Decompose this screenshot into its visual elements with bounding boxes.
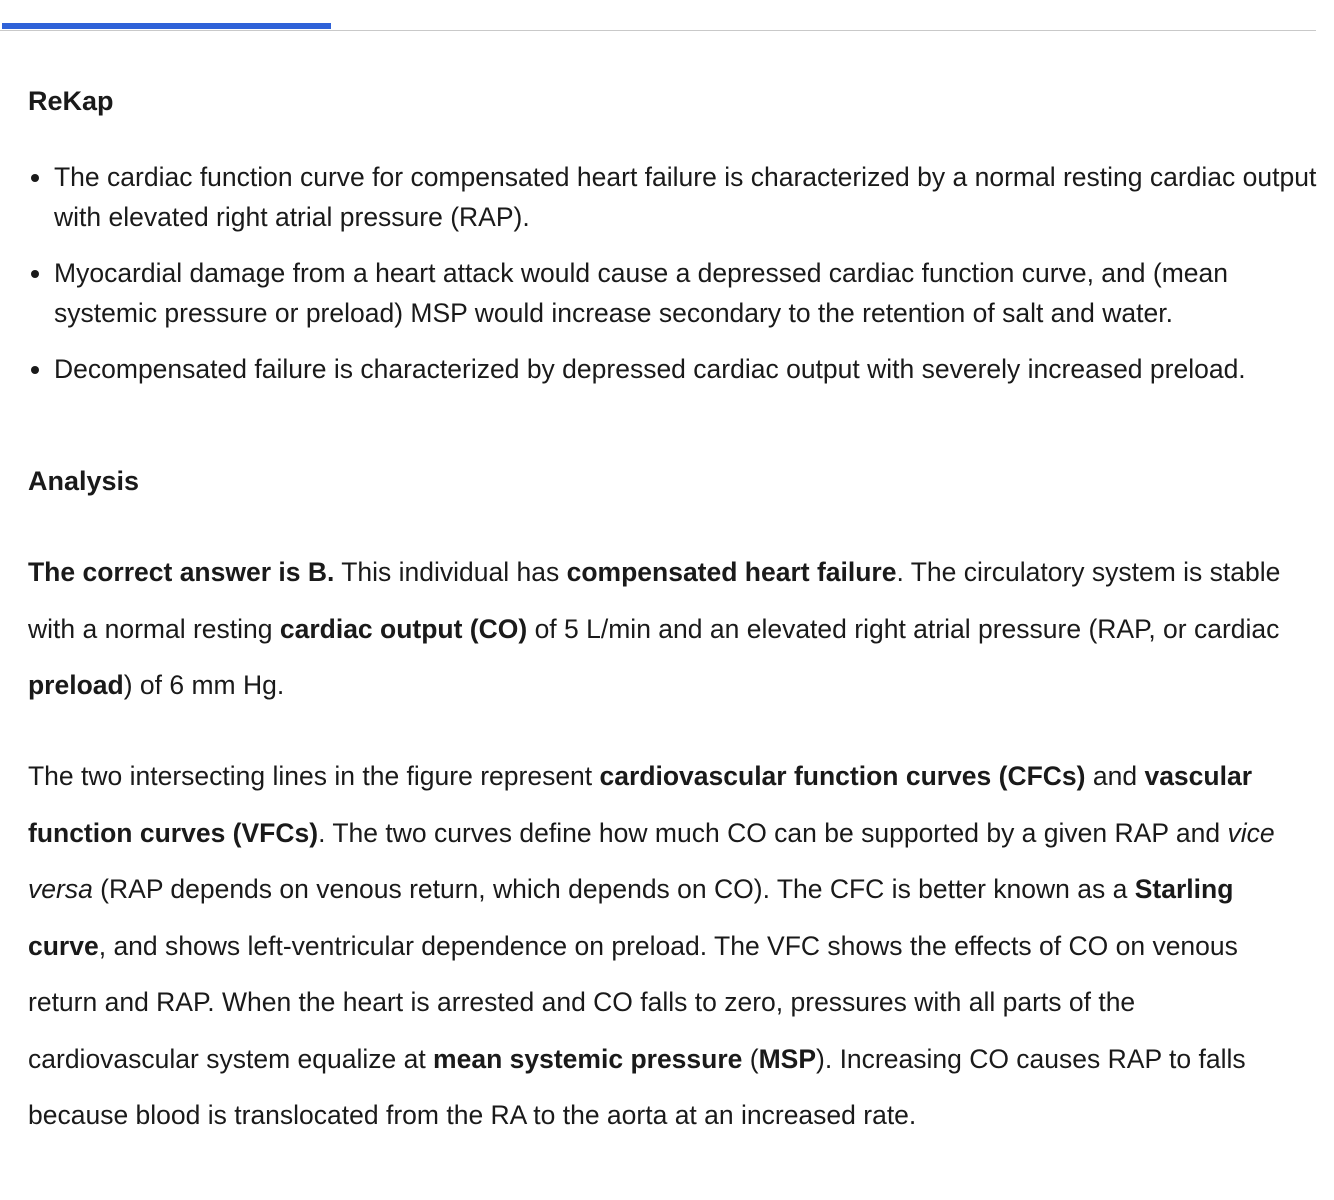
rekap-bullet: Decompensated failure is characterized by depressed cardiac output with severely increased preload.	[28, 350, 1318, 390]
key-term: Starling curve	[28, 874, 1234, 961]
key-term: cardiac output (CO)	[279, 613, 528, 644]
rekap-bullet: The cardiac function curve for compensated heart failure is characterized by a normal resting cardiac output with elevated right atrial pressure (RAP).	[28, 158, 1318, 237]
paragraph-text: of 5 L/min and an elevated right atrial pressure (RAP, or cardiac	[527, 613, 1280, 644]
paragraph-text: ) of 6 mm Hg.	[123, 670, 285, 700]
key-term: MSP	[758, 1043, 817, 1074]
italic-term: vice versa	[28, 817, 1275, 904]
paragraph-text: . The two curves define how much CO can be supported by a given RAP and	[318, 817, 1228, 848]
key-term: compensated heart failure	[566, 557, 897, 587]
key-term: preload	[28, 670, 124, 700]
key-term: vascular function curves (VFCs)	[28, 761, 1253, 848]
rekap-heading: ReKap	[28, 86, 114, 116]
paragraph-text: This individual has	[334, 557, 567, 587]
analysis-paragraph-curves	[28, 748, 1298, 1144]
paragraph-text: . The circulatory system is stable with a normal resting	[28, 557, 1281, 644]
analysis-paragraph-answer	[28, 544, 1298, 714]
rekap-list	[28, 158, 1318, 407]
paragraph-text: ). Increasing CO causes RAP to falls because blood is translocated from the RA to the aorta at an increased rate.	[28, 1043, 1246, 1130]
key-term: cardiovascular function curves (CFCs)	[599, 761, 1086, 791]
tab-bar	[0, 0, 1316, 31]
key-term: mean systemic pressure	[433, 1043, 743, 1074]
active-tab-indicator[interactable]	[2, 23, 331, 29]
correct-answer-text: The correct answer is B.	[28, 557, 335, 587]
rekap-bullet: Myocardial damage from a heart attack would cause a depressed cardiac function curve, and (mean systemic pressure or preload) MSP would increase secondary to the retention of salt and water.	[28, 254, 1318, 333]
analysis-heading: Analysis	[28, 466, 140, 496]
paragraph-text: (	[742, 1043, 759, 1074]
paragraph-text: , and shows left-ventricular dependence on preload. The VFC shows the effects of CO on venous return and RAP. When the heart is arrested and CO falls to zero, pressures with all parts of the cardiovascular system equalize at	[28, 930, 1238, 1074]
paragraph-text: The two intersecting lines in the figure represent	[28, 761, 600, 791]
paragraph-text: and	[1085, 761, 1145, 791]
paragraph-text: (RAP depends on venous return, which depends on CO). The CFC is better known as a	[92, 874, 1135, 904]
